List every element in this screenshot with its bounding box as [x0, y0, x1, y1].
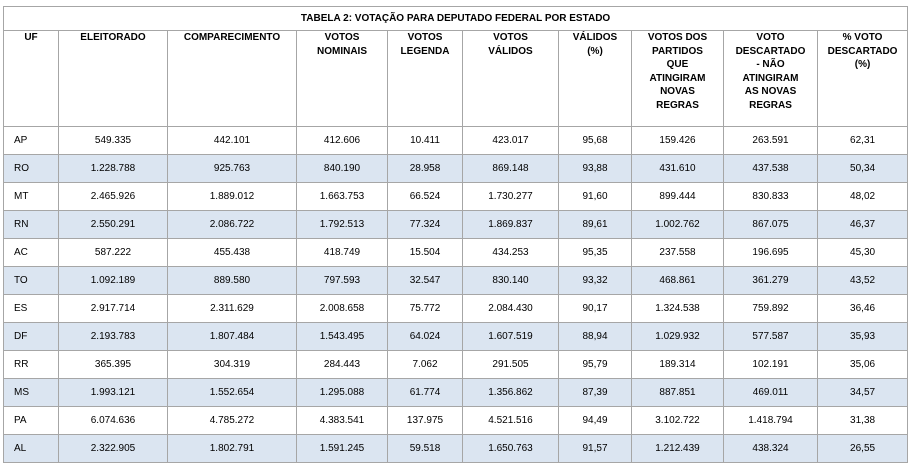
column-header [388, 31, 463, 127]
value-cell: 263.591 [724, 127, 818, 155]
value-cell: 830.140 [463, 267, 559, 295]
value-cell: 1.356.862 [463, 379, 559, 407]
value-cell: 1.807.484 [168, 323, 297, 351]
value-cell: 35,93 [818, 323, 908, 351]
value-cell: 1.552.654 [168, 379, 297, 407]
value-cell: 35,06 [818, 351, 908, 379]
value-cell: 587.222 [59, 239, 168, 267]
value-cell: 1.324.538 [632, 295, 724, 323]
value-cell: 6.074.636 [59, 407, 168, 435]
value-cell: 95,79 [559, 351, 632, 379]
value-cell: 10.411 [388, 127, 463, 155]
value-cell: 2.311.629 [168, 295, 297, 323]
value-cell: 549.335 [59, 127, 168, 155]
value-cell: 32.547 [388, 267, 463, 295]
value-cell: 26,55 [818, 435, 908, 463]
value-cell: 87,39 [559, 379, 632, 407]
value-cell: 1.792.513 [297, 211, 388, 239]
value-cell: 468.861 [632, 267, 724, 295]
value-cell: 365.395 [59, 351, 168, 379]
value-cell: 887.851 [632, 379, 724, 407]
value-cell: 1.802.791 [168, 435, 297, 463]
value-cell: 61.774 [388, 379, 463, 407]
value-cell: 434.253 [463, 239, 559, 267]
state-cell: ES [4, 295, 59, 323]
value-cell: 90,17 [559, 295, 632, 323]
value-cell: 2.550.291 [59, 211, 168, 239]
value-cell: 469.011 [724, 379, 818, 407]
value-cell: 1.418.794 [724, 407, 818, 435]
value-cell: 77.324 [388, 211, 463, 239]
value-cell: 4.383.541 [297, 407, 388, 435]
value-cell: 36,46 [818, 295, 908, 323]
value-cell: 1.663.753 [297, 183, 388, 211]
value-cell: 159.426 [632, 127, 724, 155]
column-header-line: DESCARTADO [827, 45, 898, 57]
column-header [818, 31, 908, 127]
value-cell: 1.543.495 [297, 323, 388, 351]
column-header [168, 31, 297, 127]
column-header-line: (%) [587, 45, 603, 57]
column-header-line: REGRAS [749, 99, 792, 111]
table-row [4, 239, 908, 267]
value-cell: 89,61 [559, 211, 632, 239]
table-row [4, 211, 908, 239]
value-cell: 423.017 [463, 127, 559, 155]
value-cell: 88,94 [559, 323, 632, 351]
value-cell: 75.772 [388, 295, 463, 323]
value-cell: 4.521.516 [463, 407, 559, 435]
value-cell: 1.295.088 [297, 379, 388, 407]
column-header [297, 31, 388, 127]
column-header-line: ELEITORADO [80, 32, 146, 43]
value-cell: 2.917.714 [59, 295, 168, 323]
column-header-line: QUE [666, 59, 689, 70]
column-header-line: REGRAS [656, 99, 699, 111]
column-header-line: - NÃO [756, 59, 785, 70]
value-cell: 577.587 [724, 323, 818, 351]
column-header-line: VÁLIDOS [572, 32, 618, 43]
column-header-line: LEGENDA [400, 45, 450, 57]
value-cell: 66.524 [388, 183, 463, 211]
value-cell: 189.314 [632, 351, 724, 379]
value-cell: 304.319 [168, 351, 297, 379]
value-cell: 1.650.763 [463, 435, 559, 463]
column-header-line: VÁLIDOS [488, 45, 533, 57]
value-cell: 925.763 [168, 155, 297, 183]
value-cell: 31,38 [818, 407, 908, 435]
value-cell: 869.148 [463, 155, 559, 183]
value-cell: 7.062 [388, 351, 463, 379]
table-row [4, 407, 908, 435]
value-cell: 284.443 [297, 351, 388, 379]
column-header-line: VOTOS [493, 32, 528, 43]
value-cell: 418.749 [297, 239, 388, 267]
table-row [4, 323, 908, 351]
column-header [59, 31, 168, 127]
column-header-line: (%) [854, 59, 871, 70]
value-cell: 1.212.439 [632, 435, 724, 463]
table-row [4, 155, 908, 183]
value-cell: 1.591.245 [297, 435, 388, 463]
state-cell: AL [4, 435, 59, 463]
value-cell: 1.889.012 [168, 183, 297, 211]
value-cell: 3.102.722 [632, 407, 724, 435]
table-row [4, 351, 908, 379]
state-cell: TO [4, 267, 59, 295]
column-header-line: VOTOS [407, 32, 443, 43]
table-row [4, 127, 908, 155]
value-cell: 431.610 [632, 155, 724, 183]
state-cell: PA [4, 407, 59, 435]
value-cell: 4.785.272 [168, 407, 297, 435]
header-row [4, 31, 908, 127]
value-cell: 2.086.722 [168, 211, 297, 239]
value-cell: 1.228.788 [59, 155, 168, 183]
column-header-line: % VOTO [842, 32, 883, 43]
state-cell: RN [4, 211, 59, 239]
value-cell: 2.322.905 [59, 435, 168, 463]
value-cell: 1.869.837 [463, 211, 559, 239]
value-cell: 291.505 [463, 351, 559, 379]
value-cell: 62,31 [818, 127, 908, 155]
column-header-line: UF [24, 32, 38, 43]
column-header [724, 31, 818, 127]
state-cell: AC [4, 239, 59, 267]
value-cell: 64.024 [388, 323, 463, 351]
value-cell: 43,52 [818, 267, 908, 295]
table-body [4, 127, 908, 463]
column-header-line: ATINGIRAM [649, 72, 706, 84]
table-row [4, 295, 908, 323]
value-cell: 867.075 [724, 211, 818, 239]
value-cell: 361.279 [724, 267, 818, 295]
value-cell: 759.892 [724, 295, 818, 323]
value-cell: 196.695 [724, 239, 818, 267]
value-cell: 1.607.519 [463, 323, 559, 351]
state-cell: MS [4, 379, 59, 407]
table-row [4, 183, 908, 211]
table-row [4, 267, 908, 295]
value-cell: 137.975 [388, 407, 463, 435]
value-cell: 48,02 [818, 183, 908, 211]
value-cell: 91,60 [559, 183, 632, 211]
column-header-line: AS NOVAS [744, 86, 797, 97]
table-row [4, 379, 908, 407]
value-cell: 237.558 [632, 239, 724, 267]
value-cell: 15.504 [388, 239, 463, 267]
state-cell: DF [4, 323, 59, 351]
value-cell: 437.538 [724, 155, 818, 183]
column-header-line: DESCARTADO [735, 45, 806, 57]
state-cell: MT [4, 183, 59, 211]
column-header-line: ATINGIRAM [742, 72, 799, 84]
value-cell: 93,88 [559, 155, 632, 183]
value-cell: 94,49 [559, 407, 632, 435]
value-cell: 455.438 [168, 239, 297, 267]
value-cell: 34,57 [818, 379, 908, 407]
value-cell: 1.993.121 [59, 379, 168, 407]
value-cell: 59.518 [388, 435, 463, 463]
voting-table [3, 6, 908, 463]
column-header-line: NOVAS [660, 86, 695, 97]
value-cell: 2.193.783 [59, 323, 168, 351]
value-cell: 2.084.430 [463, 295, 559, 323]
value-cell: 797.593 [297, 267, 388, 295]
value-cell: 889.580 [168, 267, 297, 295]
value-cell: 102.191 [724, 351, 818, 379]
value-cell: 412.606 [297, 127, 388, 155]
value-cell: 442.101 [168, 127, 297, 155]
column-header-line: COMPARECIMENTO [183, 32, 281, 43]
value-cell: 45,30 [818, 239, 908, 267]
value-cell: 2.008.658 [297, 295, 388, 323]
value-cell: 28.958 [388, 155, 463, 183]
column-header-line: PARTIDOS [652, 45, 703, 57]
column-header-line: NOMINAIS [317, 45, 367, 57]
column-header [559, 31, 632, 127]
value-cell: 95,35 [559, 239, 632, 267]
value-cell: 93,32 [559, 267, 632, 295]
value-cell: 91,57 [559, 435, 632, 463]
column-header-line: VOTOS DOS [647, 32, 708, 43]
column-header-line: VOTO [756, 32, 785, 43]
column-header-line: VOTOS [324, 32, 360, 43]
value-cell: 830.833 [724, 183, 818, 211]
state-cell: RO [4, 155, 59, 183]
table-title: TABELA 2: VOTAÇÃO PARA DEPUTADO FEDERAL POR ESTADO [4, 7, 908, 31]
table-row [4, 435, 908, 463]
value-cell: 1.002.762 [632, 211, 724, 239]
state-cell: RR [4, 351, 59, 379]
value-cell: 95,68 [559, 127, 632, 155]
value-cell: 1.029.932 [632, 323, 724, 351]
value-cell: 46,37 [818, 211, 908, 239]
value-cell: 1.730.277 [463, 183, 559, 211]
value-cell: 50,34 [818, 155, 908, 183]
value-cell: 1.092.189 [59, 267, 168, 295]
value-cell: 438.324 [724, 435, 818, 463]
column-header [4, 31, 59, 127]
column-header [632, 31, 724, 127]
value-cell: 899.444 [632, 183, 724, 211]
column-header [463, 31, 559, 127]
value-cell: 840.190 [297, 155, 388, 183]
value-cell: 2.465.926 [59, 183, 168, 211]
state-cell: AP [4, 127, 59, 155]
